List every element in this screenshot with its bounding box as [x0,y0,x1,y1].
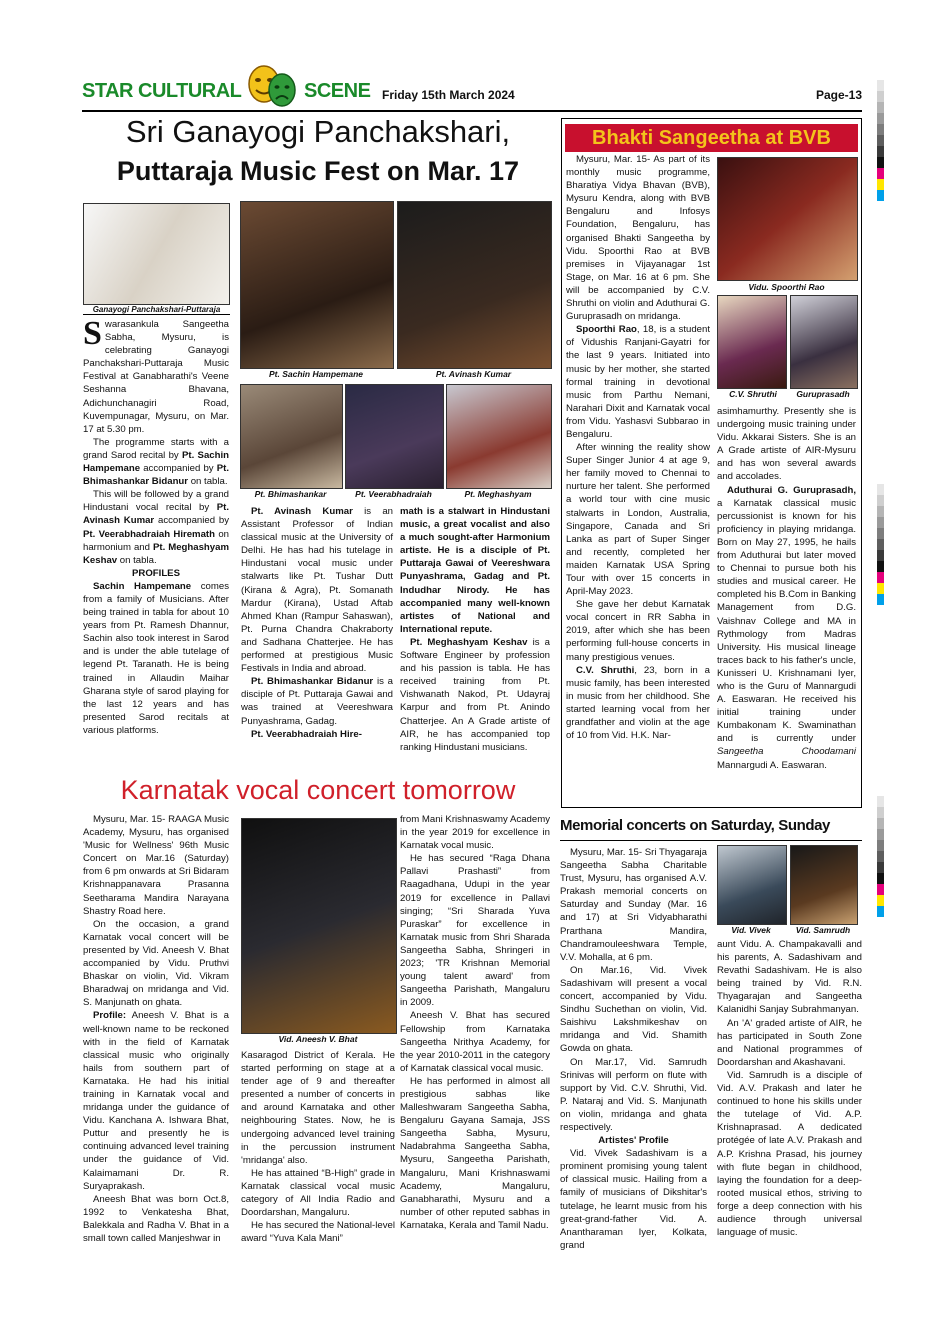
theatre-masks-icon [242,62,302,112]
shruthi-photo [717,295,787,389]
bhimashankar-photo [240,384,343,489]
brand-left: STAR CULTURAL [82,80,242,102]
aneesh-photo [241,818,397,1034]
dropcap: S [83,315,102,352]
aneesh-caption: Vid. Aneesh V. Bhat [278,1034,358,1044]
guruprasadh-caption: Guruprasadh [796,389,850,399]
ganayogi-photo [83,203,230,305]
karnatak-headline: Karnatak vocal concert tomorrow [120,775,516,805]
meghashyam-photo [446,384,552,489]
meghashyam-caption: Pt. Meghashyam [464,489,532,499]
vivek-photo [717,845,787,925]
lead-column-1: Swarasankula Sangeetha Sabha, Mysuru, is celebrating Ganayogi Panchakshari-Puttaraja Music Festival at Ganabharathi's Veene Seshanna Bhavana, Adichunchanagiri Road, Kuvempunagar, Mysuru, on Mar. 17 at 5.30 pm. The programme starts with a grand Sarod recital by Pt. Sachin Hampemane accompanied by Pt. Bhimashankar Bidanur on tabla. This will be followed by a grand Hindustani vocal recital by Pt. Avinash Kumar accompanied by Pt. Veerabhadraiah Hiremath on harmonium and Pt. Meghashyam Keshav on tabla. PROFILES Sachin Hampemane comes from a family of Musicians. After being trained in tabla for about 10 years from Pt. Ramesh Dhannur, Sachin also took interest in Sarod and is under the able tutelage of legend Pt. Taranath. He is being trained in Allaudin Maihar Gharana style of sarod playing for the last 12 years and has presented Sarod recitals at various platforms. [83,315,229,736]
memorial-headline: Memorial concerts on Saturday, Sunday [560,817,830,834]
karnatak-column-2: Kasaragod District of Kerala. He started performing on stage at a tender age of 9 and thereafter presented a number of concerts in and around Karnataka and other neighbouring States. Now, he is undergoing advanced level training in the percussion instrument 'mridanga' also. He has attained “B-High” grade in Karnatak classical vocal music category of All India Radio and Doordarshan, Mangaluru. He has secured the National-level award “Yuva Kala Mani” [241,1050,395,1245]
issue-date: Friday 15th March 2024 [382,88,515,102]
guruprasadh-photo [790,295,858,389]
profiles-heading: PROFILES [132,567,180,579]
memorial-column-2: aunt Vidu. A. Champakavalli and his parents, A. Sadashivam and Revathi Sadashivam. He is also being trained by Vid. R.N. Thyagarajan and Sangeetha Kalanidhi Sanjay Subrahmanyan. An 'A' graded artiste of AIR, he has participated in South Zone and National programmes of Doordarshan and Akashavani. Vid. Samrudh is a disciple of Vid. A.V. Prakash and later he continued to hone his skills under the tutelage of Vid. A.P. Krishnaprasad. A dedicated protégée of late A.V. Prakash and A.P. Krishna Prasad, his journey with flute began in childhood, laying the foundation for a deep-rooted musical ethos, striving to forge a deep connection with his audience through universal language of music. [717,939,862,1239]
memorial-headline-rule [560,840,862,841]
lead-headline-1: Sri Ganayogi Panchakshari, [125,114,511,149]
artistes-profile-heading: Artistes' Profile [598,1135,669,1147]
masthead-rule [82,110,862,112]
sachin-caption: Pt. Sachin Hampemane [268,369,363,379]
ganayogi-caption: Ganayogi Panchakshari-Puttaraja [83,305,230,315]
lead-headline-2: Puttaraja Music Fest on Mar. 17 [116,156,520,186]
registration-marks-top [877,80,884,201]
avinash-photo [397,201,552,369]
spoorthi-photo [717,157,858,281]
registration-marks-mid [877,484,884,605]
karnatak-column-3: from Mani Krishnaswamy Academy in the year 2019 for excellence in Karnatak vocal music. He has secured “Raga Dhana Pallavi Prashasti” from Raagadhana, Udupi in the year 2019 for excellence in Pallavi singing; “Sri Sharada Yuva Puraskar” for excellence in Karnatak music from Shri Sharada Sangeetha Sabha, Shringeri in 2023; 'TR Krishnan Memorial young talent award' from Sangeetha Parishath, Mangaluru in 2009. Aneesh V. Bhat has secured Fellowship from Karnataka Sangeetha Nrithya Academy, for the year 2010-2011 in the category of Karnatak classical vocal music. He has performed in almost all prestigious sabhas like Malleshwaram Sangeetha Sabha, Bengaluru Gayana Samaja, JSS Sangeetha Sabha, Mysuru, Nadabrahma Sangeetha Sabha, Mysuru, Sangeetha Parishath, Mangaluru, Mani Krishnaswami Academy, Mangaluru, Ganabharathi, Mysuru and a number of other reputed sabhas in Karnataka, Kerala and Tamil Nadu. [400,814,550,1231]
vivek-caption: Vid. Vivek [731,925,771,935]
brand-right: SCENE [304,80,371,102]
lead-column-2: Pt. Avinash Kumar is an Assistant Professor of Indian classical music at the University of Delhi. He has had his tutelage in Hindustani vocal music under stalwarts like Pt. Tushar Dutt (Kirana & Agra), Pt. Somanath Mardur (Kirana), Ustad Aftab Ahmed Khan (Rampur Sahaswan), Pt. Purna Chandra Chakraborty and Sadhana Chatterjee. He has performed at prestigious Music Festivals in India and abroad. Pt. Bhimashankar Bidanur is a disciple of Pt. Puttaraja Gawai and was trained at Veereshwara Punyashrama, Gadag. Pt. Veerabhadraiah Hire- [241,506,393,740]
bhimashankar-caption: Pt. Bhimashankar [254,489,327,499]
bvb-column-2: asimhamurthy. Presently she is undergoing music training under Vidu. Akkarai Sisters. She is an A Grade artiste of AIR-Mysuru and has won several awards and accolades. Aduthurai G. Guruprasadh, a Karnatak classical music percussionist is known for his proficiency in playing mridanga. Born on May 27, 1995, he hails from Aduthurai but later moved to Chennai to pursue both his studies and musical career. He completed his B.Com in Banking Management from D.G. Vaishnav College and MA in Rythmology from Madras University. His musical lineage traces back to his father's uncle, Kunisseri U. Krishnamani Iyer, who is the Guru of Mannargudi A. Easwaran. He received his initial training under Kumbakonam K. Swaminathan and is currently under Sangeetha Choodamani Mannargudi A. Easwaran. [717,406,856,771]
masthead [82,62,862,112]
bvb-column-1: Mysuru, Mar. 15- As part of its monthly music programme, Bharatiya Vidya Bhavan (BVB), Mysuru Kendra, along with BVB Bengaluru and Infosys Foundation, Bengaluru, has organised Bhakti Sangeetha by Vidu. Spoorthi Rao at BVB premises in Vijayanagar 1st Stage, on Mar. 16 at 6 pm. She will be accompanied by C.V. Shruthi on violin and Aduthurai G. Guruprasadh on mridanga. Spoorthi Rao, 18, is a student of Vidushis Ranjani-Gayatri for the last 9 years. Initiated into music by her mother, she started formal training in devotional music from Parthu Nemani, Narahari Dixit and Karnatak vocal from Vidu. Yashasvi Subbarao in Bengaluru. After winning the reality show Super Singer Junior 4 at age 9, her family moved to Chennai to nurture her talent. She performed a world tour with cine music stalwarts in London, Australia, Singapore, Canada and Sri Lanka as part of Super Singer and recently, completed her maiden Karnatak USA Spring Tour with over 15 concerts in April-May 2023. She gave her debut Karnatak vocal concert in RR Sabha in 2019, after which she has been performing full-house concerts in many prestigious venues. C.V. Shruthi, 23, born in a music family, has been interested in music from her childhood. She started learning vocal from her grandfather and violin at the age of 10 from Vid. H.K. Nar- [566,154,710,742]
avinash-caption: Pt. Avinash Kumar [435,369,512,379]
veerabhadraiah-caption: Pt. Veerabhadraiah [355,489,432,499]
registration-marks-bottom [877,796,884,917]
memorial-column-1: Mysuru, Mar. 15- Sri Thyagaraja Sangeetha Sabha Charitable Trust, Mysuru, has organised A.V. Prakash memorial concerts on Saturday and Sunday (Mar. 16 and 17) at Sri Vidyabharathi Prarthana Mandira, Chandramouleeshwara Temple, V.V. Mohalla, at 6 pm. On Mar.16, Vid. Vivek Sadashivam will present a vocal concert, accompanied by Vidu. Sindhu Suchethan on violin, Vid. Saishivu Lakshmikeshav on mridanga and Vid. Shamith Gowda on ghata. On Mar.17, Vid. Samrudh Srinivas will perform on flute with support by Vid. C.V. Shruthi, Vid. P. Nataraj and Vid. S. Manjunath on violin, mridanga and ghata respectively. Artistes' Profile Vid. Vivek Sadashivam is a prominent promising young talent of classical music. Hailing from a family of musicians of Dikshitar's tutelage, he learnt music from his great-grand-father Vid. A. Anantharaman Iyer, Kolkata, grand [560,847,707,1251]
lead-column-3: math is a stalwart in Hindustani music, a great vocalist and also a much sought-after Harmonium artiste. He is a disciple of Pt. Puttaraja Gawai of Veereshwara Punyashrama, Gadag and Pt. Indudhar Nirody. He has accompanied many well-known artistes of National and International repute. Pt. Meghashyam Keshav is a Software Engineer by profession and his passion is tabla. He has received training from Pt. Vishwanath Nakod, Pt. Udayraj Karpur and from Pt. Anindo Chatterjee. An A Grade artiste of AIR, he has accompanied top ranking Hindustani musicians. [400,506,550,753]
veerabhadraiah-photo [345,384,444,489]
bvb-title: Bhakti Sangeetha at BVB [565,124,858,152]
sachin-photo [240,201,394,369]
samrudh-caption: Vid. Samrudh [795,925,851,935]
karnatak-column-1: Mysuru, Mar. 15- RAAGA Music Academy, Mysuru, has organised 'Music for Wellness' 96th Music Concert on Mar.16 (Saturday) from 6 pm onwards at Sri Bidaram Krishnappanavara Prasanna Seetharama Mandira Narayana Shastry Road here. On the occasion, a grand Karnatak vocal concert will be presented by Vid. Aneesh V. Bhat accompanied by Vidu. Pruthvi Bhaskar on violin, Vid. Vikram Bharadwaj on mridanga and Vid. S. Manjunath on ghata. Profile: Aneesh V. Bhat is a well-known name to be reckoned with in the field of Karnatak classical music who originally hails from southern part of Karnataka. He had his initial training in Karnatak vocal and mridanga under the guidance of Vidu. Kanchana A. Ishwara Bhat, Puttur and presently he is continuing advanced level training under the guidance of Vid. Kalaimamani Dr. R. Suryaprakash. Aneesh Bhat was born Oct.8, 1992 to Venkatesha Bhat, Balekkala and Radha V. Bhat in a small town called Manjeshwar in [83,814,229,1244]
samrudh-photo [790,845,858,925]
page-number: Page-13 [815,88,862,102]
spoorthi-caption: Vidu. Spoorthi Rao [748,282,825,292]
shruthi-caption: C.V. Shruthi [729,389,777,399]
